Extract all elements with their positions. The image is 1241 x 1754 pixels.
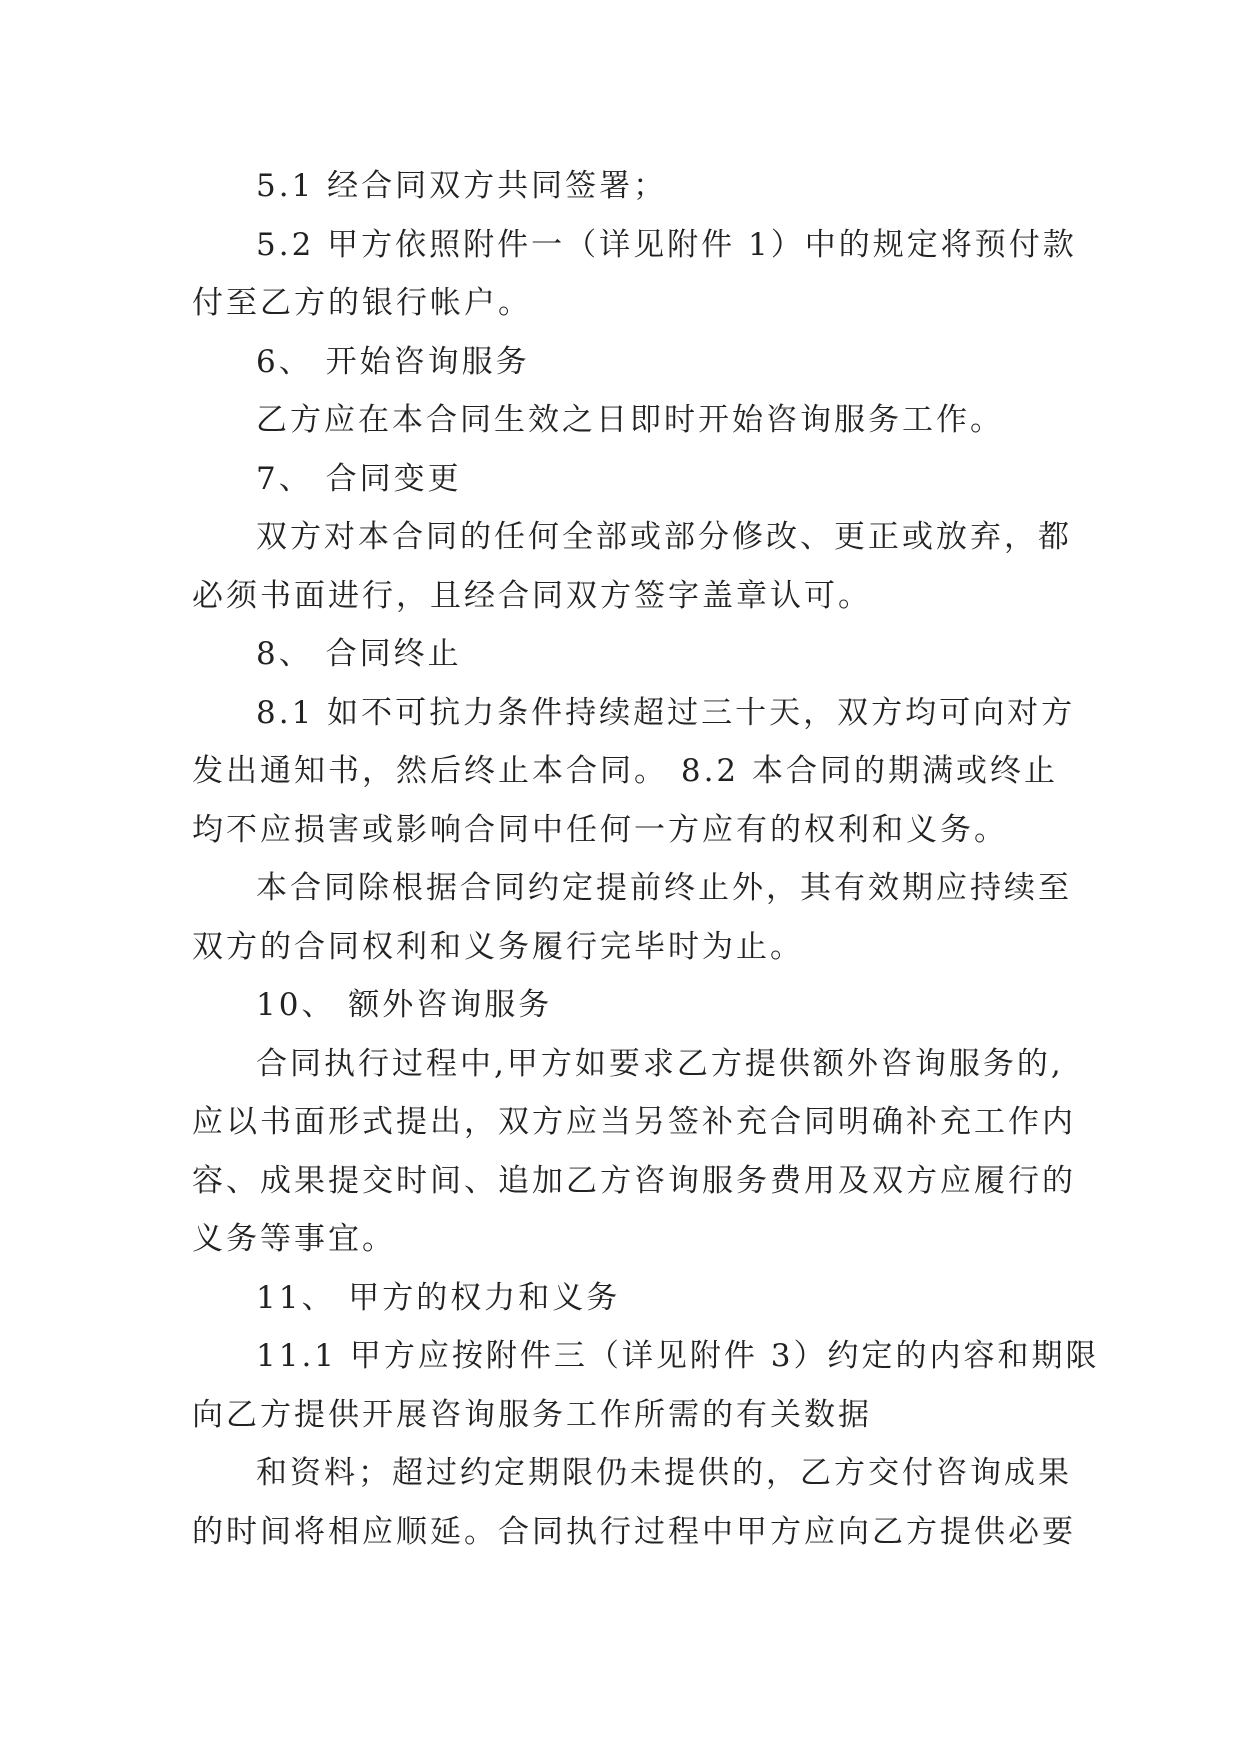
clause-7-line-1: 双方对本合同的任何全部或部分修改、更正或放弃，都 xyxy=(256,519,1072,555)
clause-11-1-line-4: 的时间将相应顺延。合同执行过程中甲方应向乙方提供必要 xyxy=(192,1513,1076,1550)
clause-8-1-line-1: 8.1 如不可抗力条件持续超过三十天，双方均可向对方 xyxy=(256,694,1076,731)
clause-10-line-4: 义务等事宜。 xyxy=(192,1221,396,1257)
heading-10: 10、 额外咨询服务 xyxy=(256,987,553,1023)
clause-10-line-1: 合同执行过程中,甲方如要求乙方提供额外咨询服务的, xyxy=(256,1045,1064,1082)
clause-8-2-line-2: 均不应损害或影响合同中任何一方应有的权利和义务。 xyxy=(192,811,1008,848)
clause-11-1-line-2: 向乙方提供开展咨询服务工作所需的有关数据 xyxy=(192,1396,872,1433)
clause-6-text: 乙方应在本合同生效之日即时开始咨询服务工作。 xyxy=(256,402,1004,438)
clause-11-1-line-1: 11.1 甲方应按附件三（详见附件 3）约定的内容和期限 xyxy=(256,1338,1100,1374)
clause-5-2-line-2: 付至乙方的银行帐户。 xyxy=(192,285,532,321)
heading-7: 7、 合同变更 xyxy=(256,460,462,497)
heading-8: 8、 合同终止 xyxy=(256,636,462,672)
clause-10-line-3: 容、成果提交时间、追加乙方咨询服务费用及双方应履行的 xyxy=(192,1162,1076,1199)
validity-line-1: 本合同除根据合同约定提前终止外，其有效期应持续至 xyxy=(256,870,1072,906)
clause-7-line-2: 必须书面进行，且经合同双方签字盖章认可。 xyxy=(192,577,872,614)
clause-8-1-line-2: 发出通知书，然后终止本合同。 8.2 本合同的期满或终止 xyxy=(192,753,1059,789)
clause-5-2-line-1: 5.2 甲方依照附件一（详见附件 1）中的规定将预付款 xyxy=(256,226,1077,263)
clause-11-1-line-3: 和资料；超过约定期限仍未提供的，乙方交付咨询成果 xyxy=(256,1455,1072,1491)
heading-11: 11、 甲方的权力和义务 xyxy=(256,1279,621,1316)
document-body xyxy=(192,157,1100,1561)
clause-5-1: 5.1 经合同双方共同签署； xyxy=(256,168,668,204)
clause-10-line-2: 应以书面形式提出，双方应当另签补充合同明确补充工作内 xyxy=(192,1104,1076,1140)
validity-line-2: 双方的合同权利和义务履行完毕时为止。 xyxy=(192,928,804,965)
heading-6: 6、 开始咨询服务 xyxy=(256,343,530,380)
